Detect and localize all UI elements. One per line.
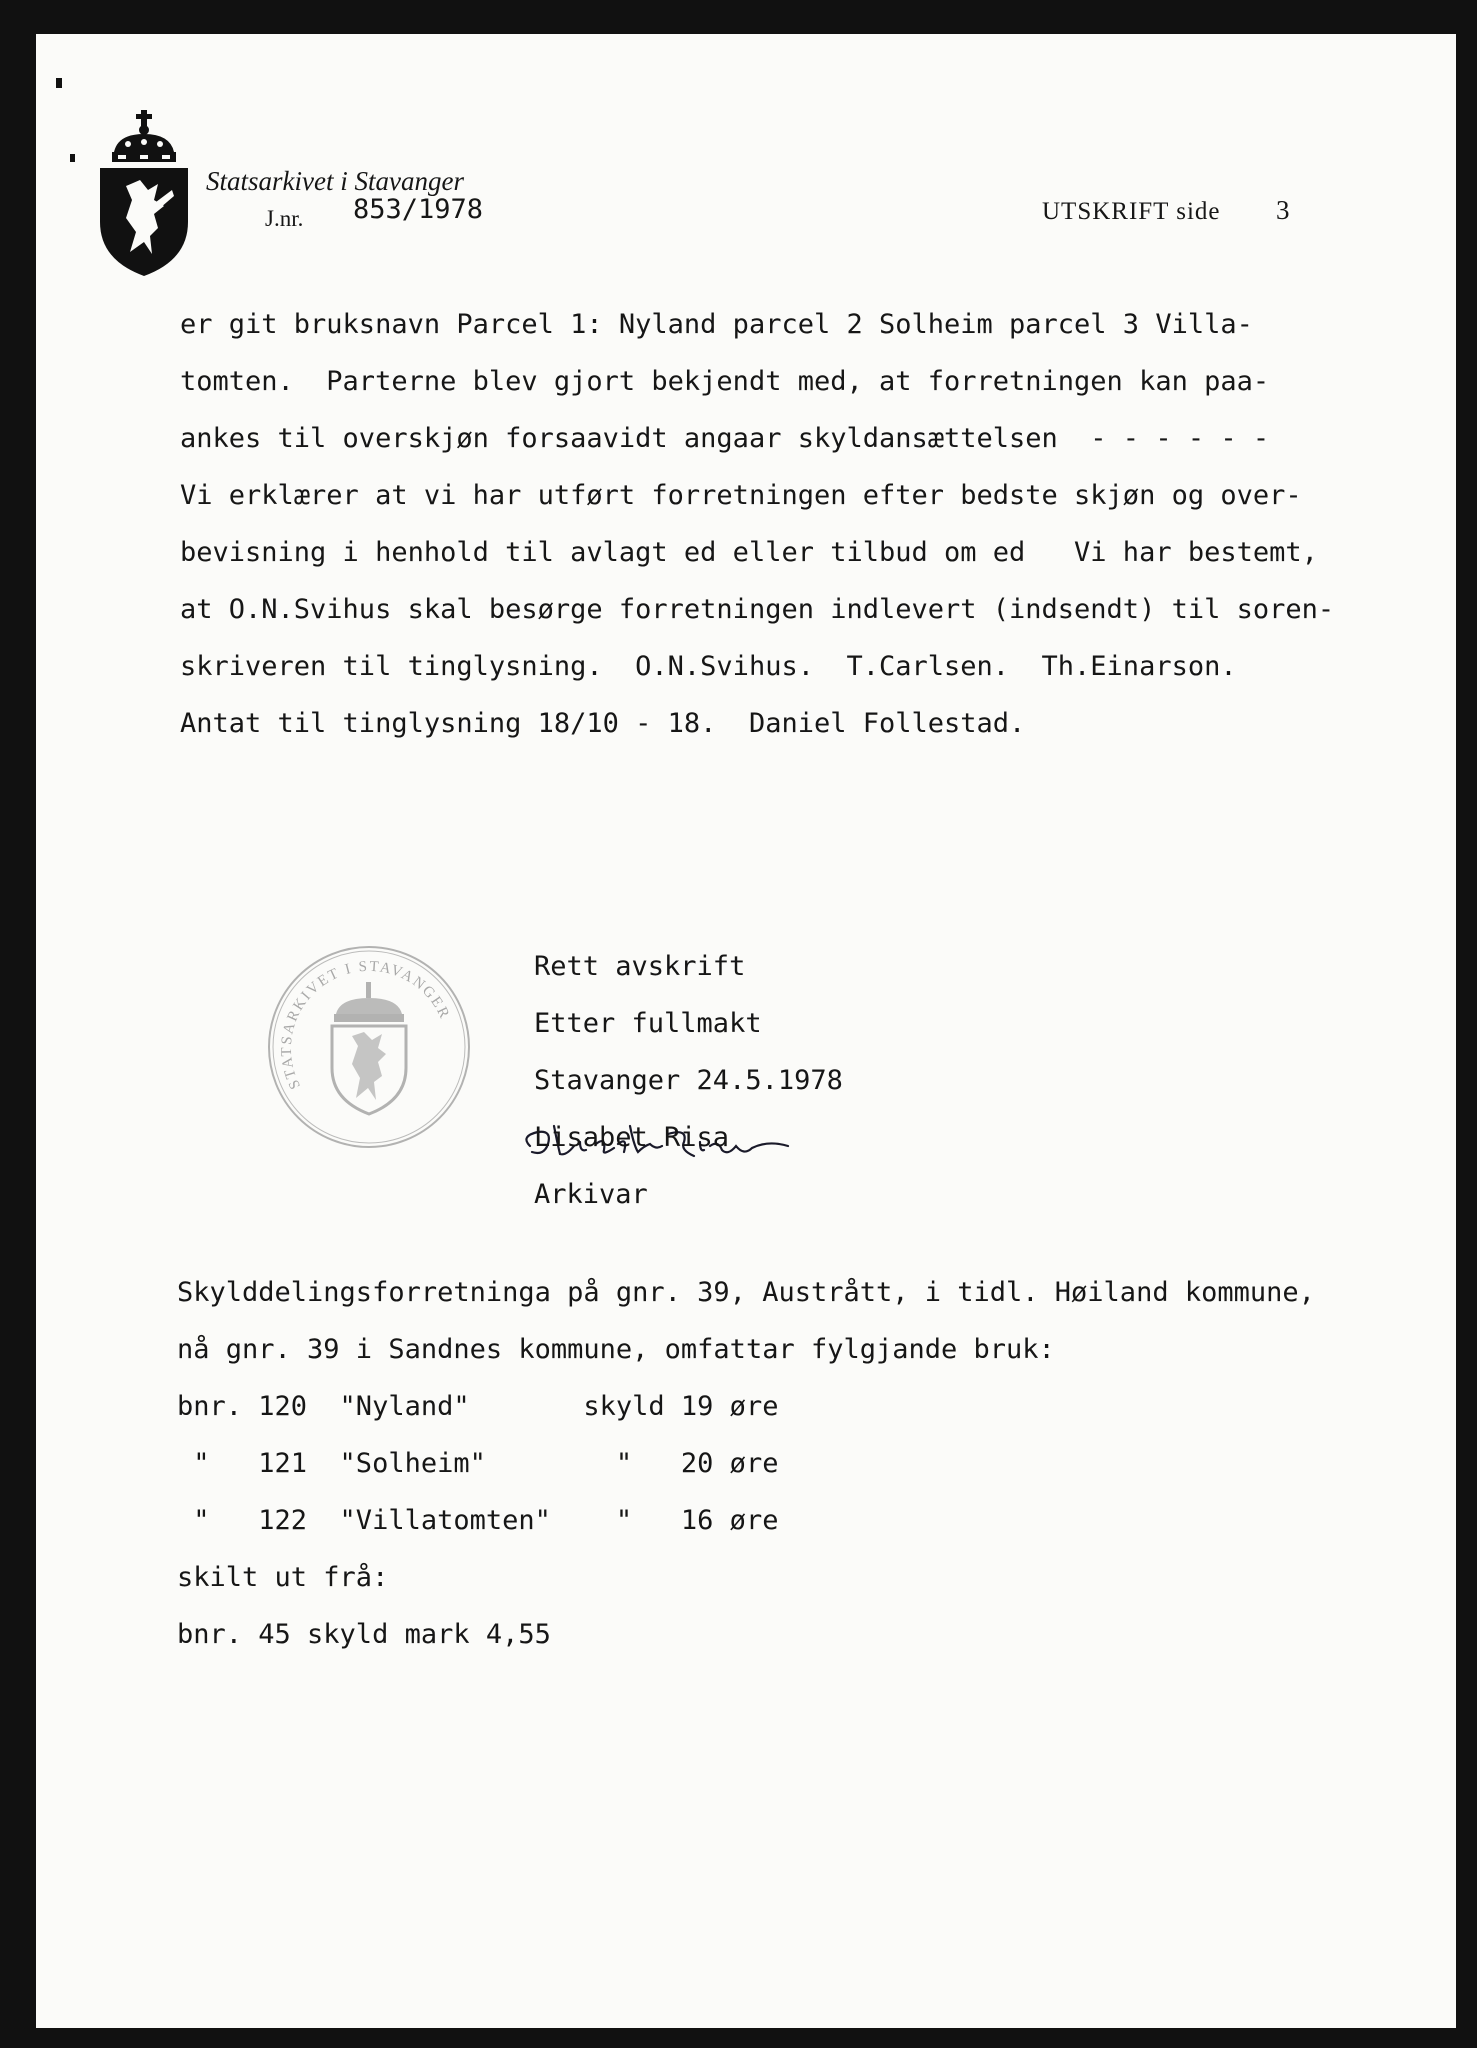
transcript-line: Vi erklærer at vi har utført forretningen efter bedste skjøn og over- bbox=[180, 480, 1302, 511]
cert-line: Rett avskrift bbox=[534, 951, 746, 982]
page-label: UTSKRIFT side bbox=[1042, 198, 1221, 225]
summary-line: bnr. 120 "Nyland" skyld 19 øre bbox=[177, 1391, 779, 1422]
document-page bbox=[36, 34, 1456, 2028]
summary-line: skilt ut frå: bbox=[177, 1562, 389, 1593]
cert-name: Lisabet Risa bbox=[534, 1122, 730, 1153]
summary-line: nå gnr. 39 i Sandnes kommune, omfattar fylgjande bruk: bbox=[177, 1334, 1055, 1365]
summary-line: Skylddelingsforretninga på gnr. 39, Austrått, i tidl. Høiland kommune, bbox=[177, 1277, 1315, 1308]
transcript-line: ankes til overskjøn forsaavidt angaar skyldansættelsen - - - - - - bbox=[180, 423, 1270, 454]
seal-text: STATSARKIVET I STAVANGER bbox=[278, 958, 453, 1092]
summary-line: bnr. 45 skyld mark 4,55 bbox=[177, 1619, 551, 1650]
page-number: 3 bbox=[1276, 195, 1290, 225]
archive-seal-icon bbox=[264, 942, 474, 1152]
journal-number-label: J.nr. bbox=[265, 206, 304, 231]
transcript-line: Antat til tinglysning 18/10 - 18. Daniel Follestad. bbox=[180, 708, 1026, 739]
transcript-line: bevisning i henhold til avlagt ed eller tilbud om ed Vi har bestemt, bbox=[180, 537, 1318, 568]
transcript-line: skriveren til tinglysning. O.N.Svihus. T.Carlsen. Th.Einarson. bbox=[180, 651, 1237, 682]
cert-line: Stavanger 24.5.1978 bbox=[534, 1065, 843, 1096]
transcript-line: er git bruksnavn Parcel 1: Nyland parcel 2 Solheim parcel 3 Villa- bbox=[180, 309, 1253, 340]
transcript-line: tomten. Parterne blev gjort bekjendt med, at forretningen kan paa- bbox=[180, 366, 1270, 397]
scan-speck bbox=[56, 78, 62, 88]
summary-line: " 122 "Villatomten" " 16 øre bbox=[177, 1505, 779, 1536]
cert-line: Etter fullmakt bbox=[534, 1008, 762, 1039]
cert-title: Arkivar bbox=[534, 1179, 648, 1210]
transcript-line: at O.N.Svihus skal besørge forretningen indlevert (indsendt) til soren- bbox=[180, 594, 1335, 625]
archive-name: Statsarkivet i Stavanger bbox=[206, 166, 464, 196]
scan-speck bbox=[70, 154, 75, 162]
coat-of-arms-icon bbox=[96, 110, 192, 278]
journal-number: 853/1978 bbox=[353, 194, 484, 225]
summary-line: " 121 "Solheim" " 20 øre bbox=[177, 1448, 779, 1479]
